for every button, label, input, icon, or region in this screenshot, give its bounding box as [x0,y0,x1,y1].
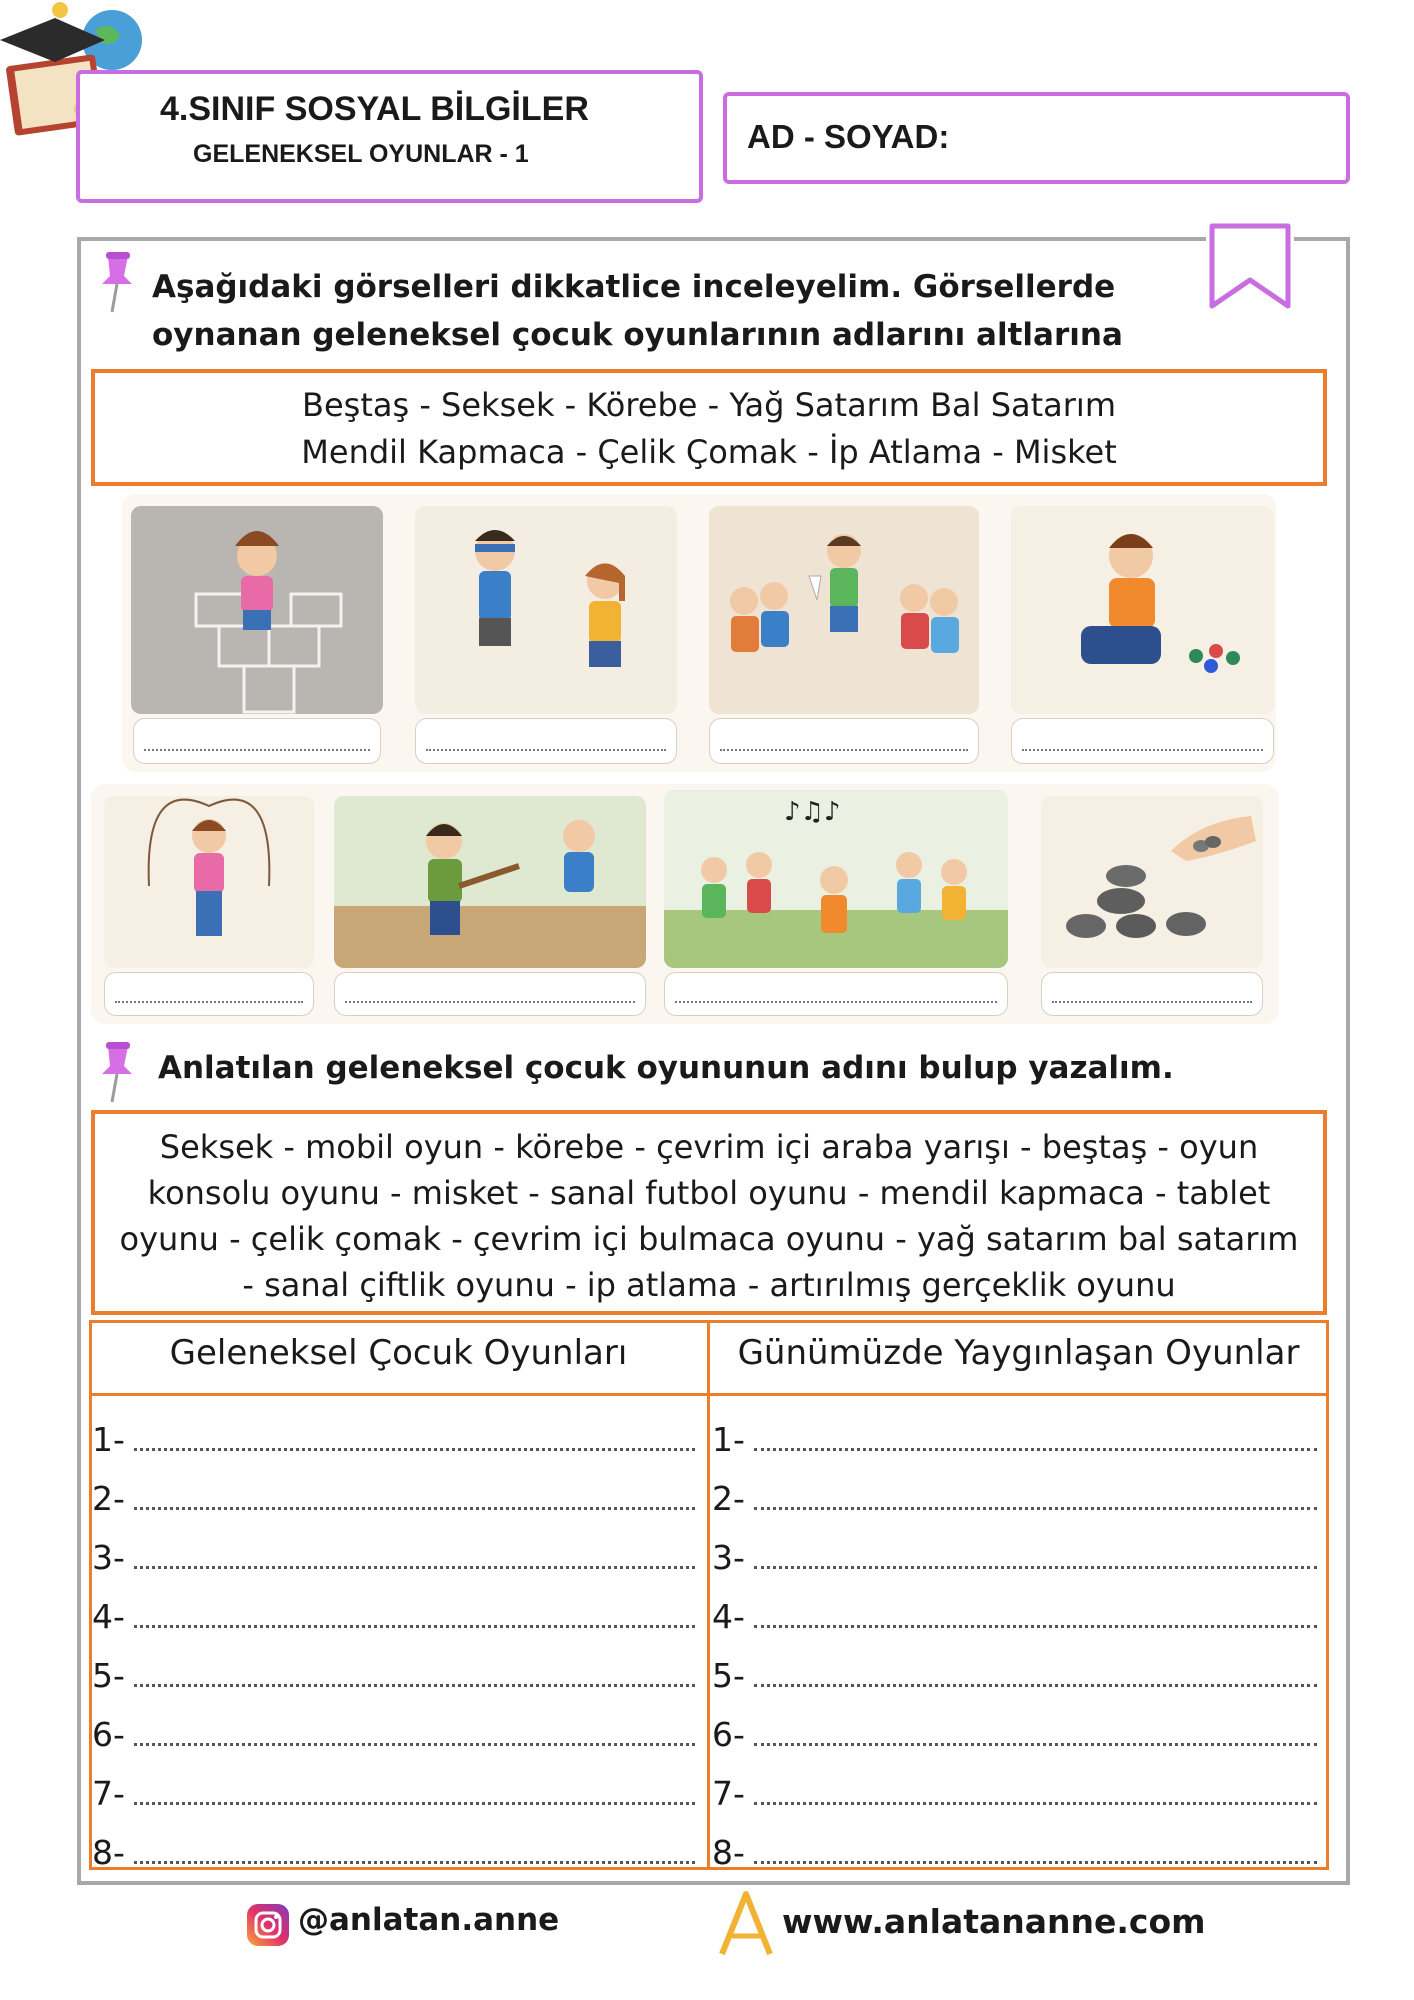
answer-line[interactable] [754,1684,1317,1687]
answer-line[interactable] [754,1625,1317,1628]
answer-row[interactable] [712,1754,1327,1813]
five-stones-picture [1041,796,1263,968]
column-header-modern: Günümüzde Yaygınlaşan Oyunlar [737,1333,1300,1373]
row-number: 3- [92,1538,125,1577]
answer-line[interactable] [134,1861,695,1864]
answer-row[interactable] [712,1636,1327,1695]
push-pin-icon [94,250,140,314]
answer-line[interactable] [754,1802,1317,1805]
instruction-2: Anlatılan geleneksel çocuk oyununun adını bulup yazalım. [158,1050,1174,1086]
traditional-games-list [92,1400,705,1872]
answer-line[interactable] [134,1507,695,1510]
answer-line[interactable] [754,1861,1317,1864]
name-label: AD - SOYAD: [747,118,950,155]
answer-row[interactable] [712,1459,1327,1518]
answer-line[interactable] [754,1448,1317,1451]
answer-line[interactable] [134,1802,695,1805]
row-number: 4- [92,1597,125,1636]
answer-row[interactable] [712,1813,1327,1872]
push-pin-icon [94,1040,140,1104]
answer-line[interactable] [134,1566,695,1569]
answer-row[interactable] [712,1577,1327,1636]
answer-row[interactable] [712,1695,1327,1754]
answer-row[interactable] [92,1695,705,1754]
svg-text:♪♫♪: ♪♫♪ [784,797,841,827]
row-number: 5- [92,1656,125,1695]
answer-field[interactable] [415,718,677,764]
bookmark-icon [1206,222,1294,312]
answer-field[interactable] [709,718,979,764]
answer-line[interactable] [134,1743,695,1746]
hopscotch-picture [131,506,383,714]
answer-field[interactable] [334,972,646,1016]
jump-rope-picture [104,796,314,968]
answer-line[interactable] [754,1566,1317,1569]
blindman-buff-picture [415,506,677,714]
instagram-icon[interactable] [246,1903,290,1947]
column-divider [707,1320,710,1870]
word-bank-line-2: Mendil Kapmaca - Çelik Çomak - İp Atlama - Misket [301,433,1117,471]
answer-row[interactable] [92,1518,705,1577]
worksheet-subtitle: GELENEKSEL OYUNLAR - 1 [193,140,529,168]
answer-field[interactable] [133,718,381,764]
row-number: 3- [712,1538,745,1577]
answer-row[interactable] [92,1754,705,1813]
row-number: 4- [712,1597,745,1636]
answer-line[interactable] [134,1684,695,1687]
header-divider [89,1393,1329,1396]
instagram-handle[interactable]: @anlatan.anne [298,1902,560,1938]
answer-row[interactable] [92,1636,705,1695]
instruction-1: Aşağıdaki görselleri dikkatlice inceleyelim. Görsellerde oynanan geleneksel çocuk oyunlarının adlarını altlarına [152,269,1123,353]
answer-field[interactable] [664,972,1008,1016]
answer-row[interactable] [92,1577,705,1636]
answer-line[interactable] [754,1507,1317,1510]
answer-field[interactable] [104,972,314,1016]
row-number: 2- [92,1479,125,1518]
word-bank-2: Seksek - mobil oyun - körebe - çevrim içi araba yarışı - beştaş - oyun konsolu oyunu - misket - sanal futbol oyunu - mendil kapmaca - tablet oyunu - çelik çomak - çevrim içi bulmaca oyunu - yağ satarım bal satarım - sanal çiftlik oyunu - ip atlama - artırılmış gerçeklik oyunu [91,1110,1327,1315]
answer-row[interactable] [92,1813,705,1872]
marbles-picture [1011,506,1274,714]
answer-field[interactable] [1041,972,1263,1016]
row-number: 7- [712,1774,745,1813]
answer-line[interactable] [134,1625,695,1628]
row-number: 6- [712,1715,745,1754]
row-number: 1- [712,1420,745,1459]
row-number: 8- [712,1833,745,1872]
row-number: 5- [712,1656,745,1695]
logo-a-icon [718,1890,774,1956]
modern-games-list [712,1400,1327,1872]
answer-field[interactable] [1011,718,1274,764]
tipcat-picture [334,796,646,968]
circle-game-picture [664,790,1008,968]
answer-row[interactable] [92,1459,705,1518]
row-number: 1- [92,1420,125,1459]
row-number: 8- [92,1833,125,1872]
column-header-traditional: Geleneksel Çocuk Oyunları [169,1333,628,1373]
answer-row[interactable] [712,1518,1327,1577]
answer-row[interactable] [712,1400,1327,1459]
answer-line[interactable] [754,1743,1317,1746]
word-bank-1 [91,369,1327,486]
answer-row[interactable] [92,1400,705,1459]
answer-line[interactable] [134,1448,695,1451]
worksheet-title: 4.SINIF SOSYAL BİLGİLER [160,90,589,128]
row-number: 2- [712,1479,745,1518]
row-number: 6- [92,1715,125,1754]
website-link[interactable]: www.anlatananne.com [782,1902,1206,1941]
row-number: 7- [92,1774,125,1813]
handkerchief-game-picture [709,506,979,714]
word-bank-line-1: Beştaş - Seksek - Körebe - Yağ Satarım Bal Satarım [302,386,1116,424]
